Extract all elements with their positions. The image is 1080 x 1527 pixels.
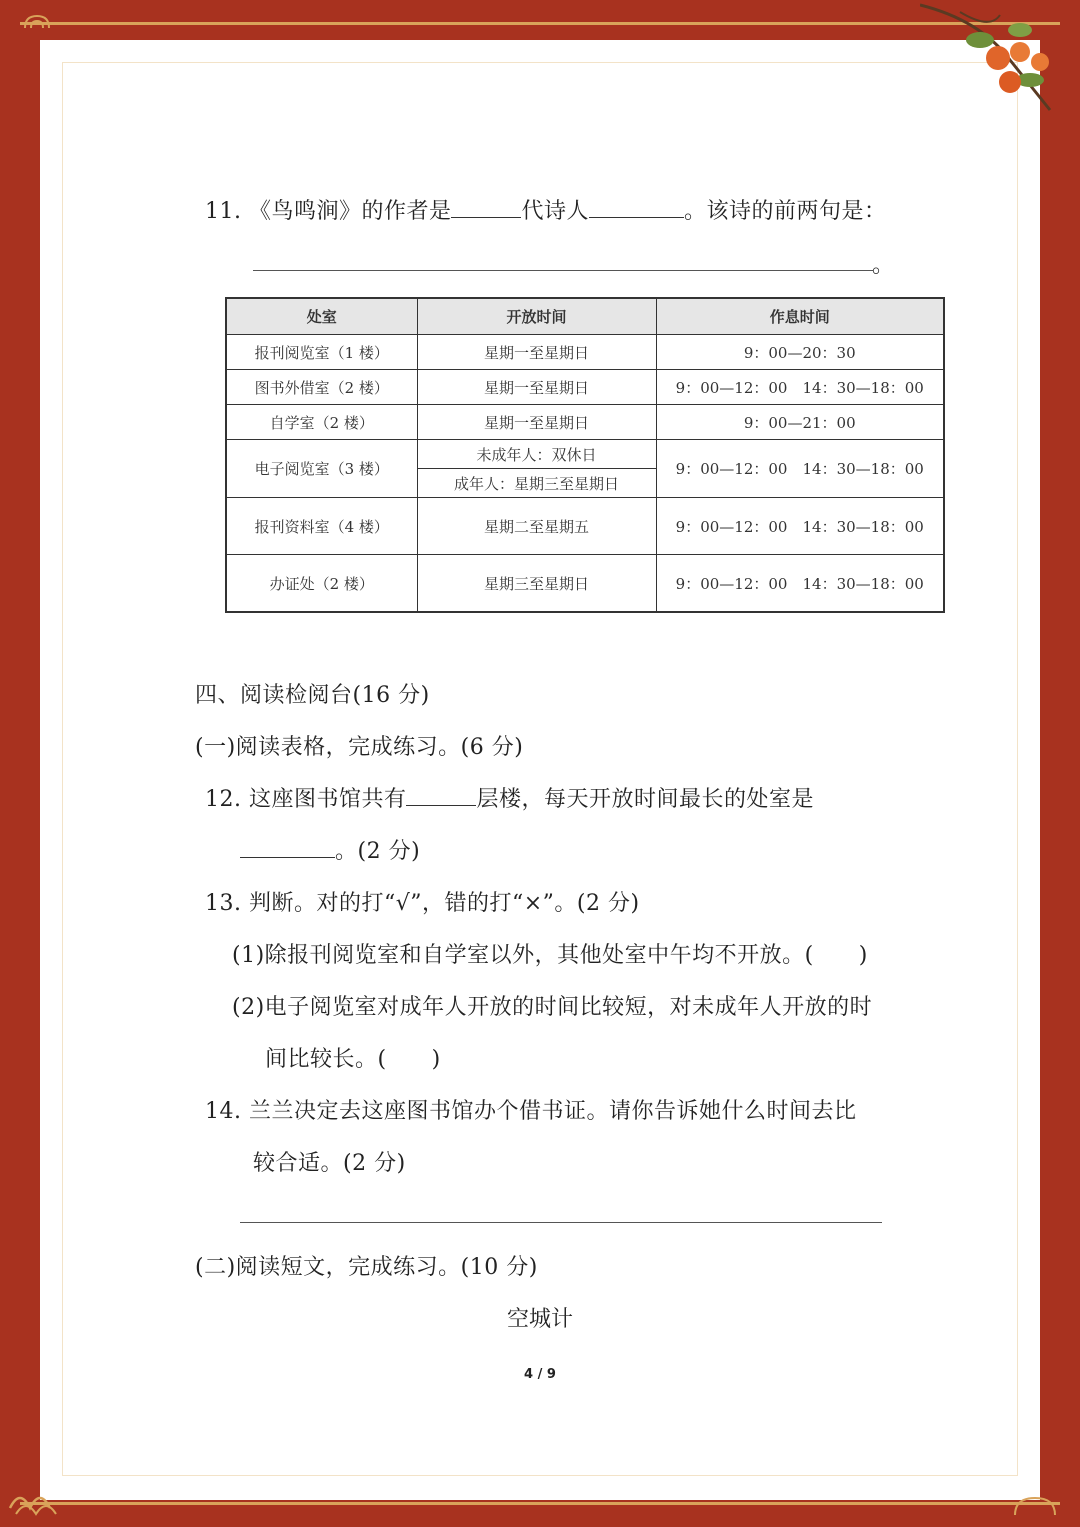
q12-blank-floors[interactable] xyxy=(406,783,476,806)
cell-open: 星期一至星期日 xyxy=(417,405,656,440)
table-row xyxy=(226,440,944,469)
table-row xyxy=(226,335,944,370)
wave-ornament-icon xyxy=(8,1478,68,1518)
cell-open-minors: 未成年人：双休日 xyxy=(417,440,656,469)
cell-hours: 9：00—21：00 xyxy=(656,405,944,440)
q12-line xyxy=(205,782,814,813)
cell-room: 报刊资料室（4 楼） xyxy=(226,498,417,555)
table-row xyxy=(226,555,944,613)
table-header-row xyxy=(226,298,944,335)
table-row xyxy=(226,498,944,555)
q12-line2 xyxy=(240,834,420,865)
cell-room: 电子阅览室（3 楼） xyxy=(226,440,417,498)
q12-text-c: 。(2 分) xyxy=(335,839,421,864)
cell-open: 星期二至星期五 xyxy=(417,498,656,555)
q14-text-a: 14. 兰兰决定去这座图书馆办个借书证。请你告诉她什么时间去比 xyxy=(205,1099,857,1124)
library-schedule-table xyxy=(225,297,945,613)
header-hours: 作息时间 xyxy=(656,298,944,335)
q11-suffix: 。该诗的前两句是： xyxy=(684,199,887,224)
cell-open-adults: 成年人：星期三至星期日 xyxy=(417,469,656,498)
table-row xyxy=(226,405,944,440)
cell-open: 星期三至星期日 xyxy=(417,555,656,613)
bottom-gold-line xyxy=(20,1502,1060,1505)
q13-text: 13. 判断。对的打“√”，错的打“×”。(2 分) xyxy=(205,891,640,916)
cell-room: 自学室（2 楼） xyxy=(226,405,417,440)
q11-answer-line[interactable] xyxy=(253,248,873,271)
q11-prefix: 11. 《鸟鸣涧》的作者是 xyxy=(205,199,452,224)
part1-heading: (一)阅读表格，完成练习。(6 分) xyxy=(195,735,524,760)
cell-open: 星期一至星期日 xyxy=(417,370,656,405)
q12-blank-room[interactable] xyxy=(240,835,335,858)
q12-text-a: 12. 这座图书馆共有 xyxy=(205,787,407,812)
story-title: 空城计 xyxy=(506,1307,573,1332)
q13-item-2a: (2)电子阅览室对成年人开放的时间比较短，对未成年人开放的时 xyxy=(232,995,873,1020)
cell-hours: 9：00—12：00 14：30—18：00 xyxy=(656,370,944,405)
cell-room: 办证处（2 楼） xyxy=(226,555,417,613)
table-row xyxy=(226,370,944,405)
cell-room: 报刊阅览室（1 楼） xyxy=(226,335,417,370)
part2-heading: (二)阅读短文，完成练习。(10 分) xyxy=(195,1255,538,1280)
q13-item-2b: 间比较长。( ) xyxy=(265,1047,441,1072)
cell-hours: 9：00—20：30 xyxy=(656,335,944,370)
header-open-days: 开放时间 xyxy=(417,298,656,335)
q12-text-b: 层楼，每天开放时间最长的处室是 xyxy=(476,787,814,812)
cloud-ornament-icon xyxy=(22,10,52,32)
cell-hours: 9：00—12：00 14：30—18：00 xyxy=(656,498,944,555)
cell-open: 星期一至星期日 xyxy=(417,335,656,370)
cell-room: 图书外借室（2 楼） xyxy=(226,370,417,405)
q11-mid: 代诗人 xyxy=(521,199,589,224)
page-number: 4 / 9 xyxy=(524,1367,556,1382)
q11-end-mark: 。 xyxy=(872,253,895,278)
q13-item-1: (1)除报刊阅览室和自学室以外，其他处室中午均不开放。( ) xyxy=(232,943,868,968)
cloud-ornament-right-icon xyxy=(1010,1490,1060,1520)
top-gold-line xyxy=(20,22,1060,25)
persimmon-branch-icon xyxy=(920,0,1060,120)
q11-line xyxy=(205,194,887,225)
q14-text-b: 较合适。(2 分) xyxy=(253,1151,406,1176)
q11-blank-poet[interactable] xyxy=(589,195,684,218)
header-room: 处室 xyxy=(226,298,417,335)
section4-heading: 四、阅读检阅台(16 分) xyxy=(195,683,430,708)
q11-blank-dynasty[interactable] xyxy=(451,195,521,218)
cell-hours: 9：00—12：00 14：30—18：00 xyxy=(656,440,944,498)
cell-hours: 9：00—12：00 14：30—18：00 xyxy=(656,555,944,613)
q14-answer-line[interactable] xyxy=(240,1200,882,1223)
